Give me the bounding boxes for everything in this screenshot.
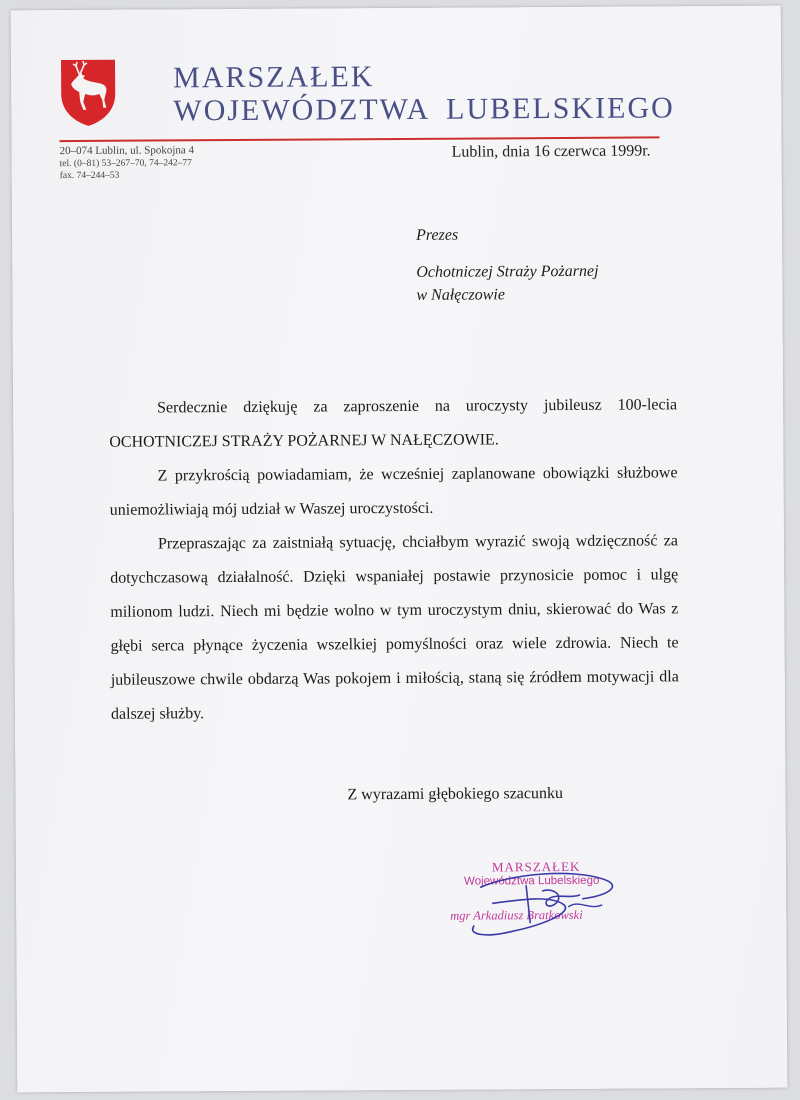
address-fax: fax. 74–244–53	[59, 170, 120, 181]
body-paragraph-1: Serdecznie dziękuję za zaproszenie na uroczysty jubileusz 100-lecia OCHOTNICZEJ STRAŻY POŻARNEJ W NAŁĘCZOWIE.	[109, 396, 678, 451]
closing-line: Z wyrazami głębokiego szacunku	[347, 785, 564, 804]
body-paragraph-3: Przepraszając za zaistniałą sytuację, chciałbym wyrazić swoją wdzięczność za dotychczasową działalność. Dzięki wspaniałej postawie przynosicie pomoc i ulgę milionom ludzi. Niech mi będzie wolno w tym uroczystym dniu, skierować do Was z głębi serca płynące życzenia wszelkiej pomyślności oraz wiele zdrowia. Niech te jubileuszowe chwile obdarzą Was pokojem i miłością, staną się źródłem motywacji dla dalszej służby.	[110, 532, 679, 723]
stamp-name: mgr Arkadiusz Bratkowski	[450, 907, 583, 923]
letterhead-divider	[59, 136, 659, 142]
recipient-block	[416, 223, 599, 308]
red-shield-white-deer-icon	[59, 58, 117, 128]
address-tel: tel. (0–81) 53–267–70, 74–242–77	[59, 158, 192, 169]
letter-body	[109, 388, 679, 731]
stamp-title: MARSZAŁEK	[491, 858, 581, 875]
letterhead-address	[60, 144, 195, 182]
letter-page	[11, 6, 788, 1093]
address-street: 20–074 Lublin, ul. Spokojna 4	[59, 144, 195, 158]
letterhead-title-line2: WOJEWÓDZTWA LUBELSKIEGO	[173, 91, 675, 128]
recipient-line1: Ochotniczej Straży Pożarnej	[416, 262, 599, 282]
letterhead-title-line1: MARSZAŁEK	[173, 60, 375, 95]
stamp-subtitle: Województwa Lubelskiego	[463, 874, 600, 888]
handwritten-signature	[452, 865, 642, 946]
recipient-line2: w Nałęczowie	[416, 286, 505, 305]
letter-date: Lublin, dnia 16 czerwca 1999r.	[451, 142, 651, 161]
letterhead-title	[173, 58, 675, 127]
body-paragraph-2: Z przykrością powiadamiam, że wcześniej zaplanowane obowiązki służbowe uniemożliwiają mój udział w Waszej uroczystości.	[109, 464, 678, 519]
recipient-title: Prezes	[416, 226, 459, 244]
